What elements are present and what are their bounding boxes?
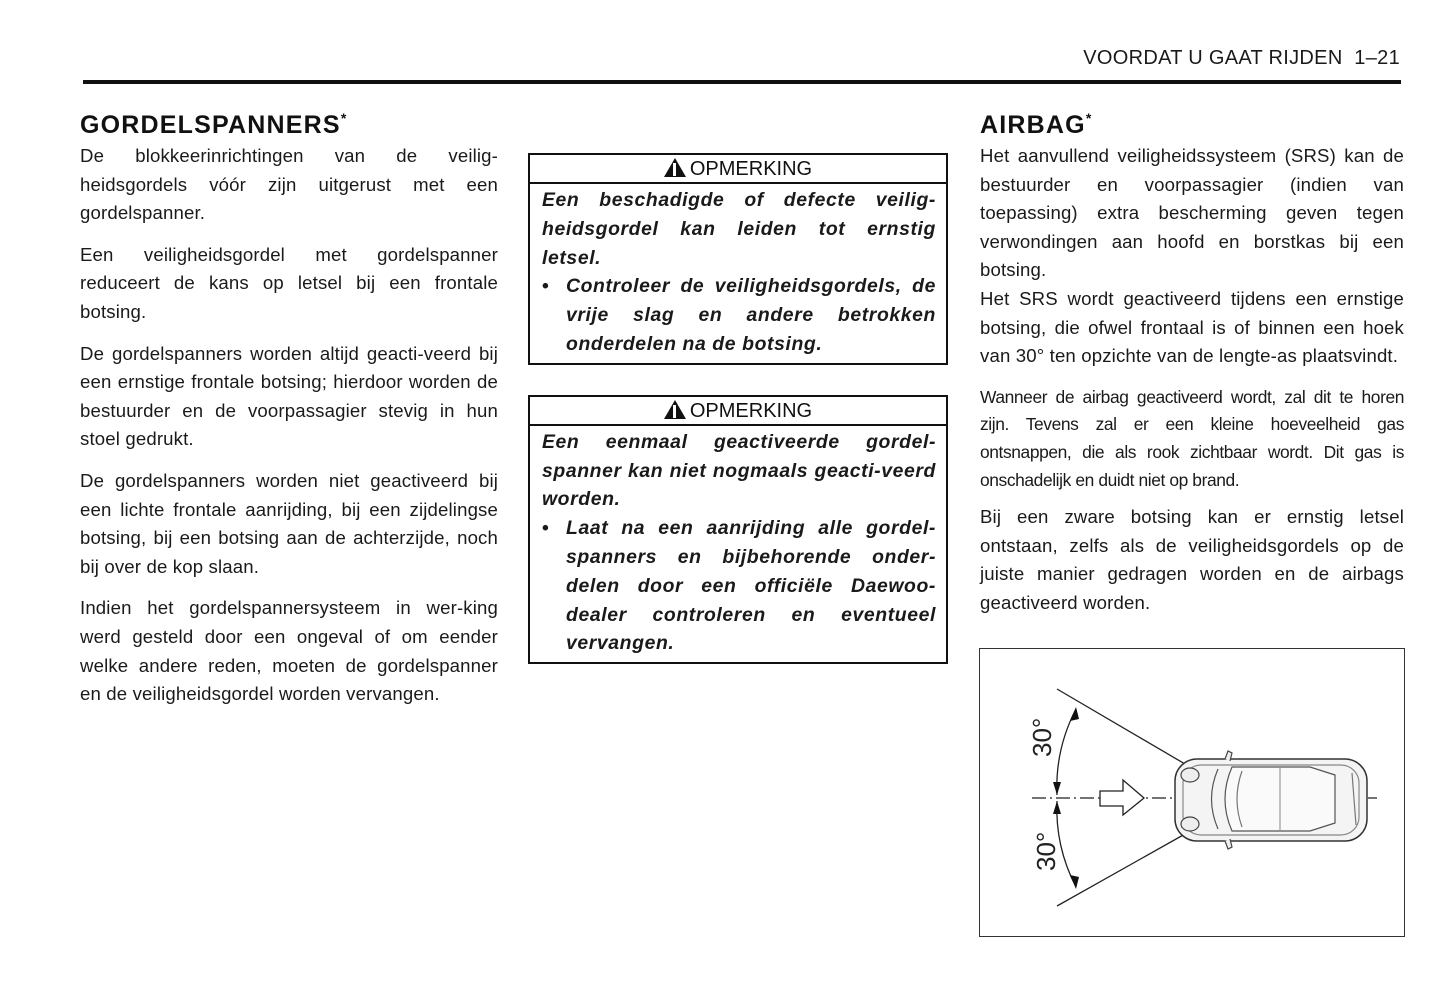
- section-heading: AIRBAG*: [980, 110, 1093, 139]
- notice-header: [530, 155, 946, 184]
- bullet-dot: •: [542, 275, 550, 298]
- paragraph: De gordelspanners worden altijd geacti-veerd bij een ernstige frontale botsing; hierdoor worden de bestuurder en de voorpassagier stevig in hun stoel gedrukt.: [80, 342, 498, 450]
- notice-text: Een beschadigde of defecte veilig-heidsgordel kan leiden tot ernstig letsel.: [542, 189, 936, 269]
- zone-boundary-upper: [1057, 689, 1185, 764]
- zone-boundary-lower: [1057, 834, 1185, 906]
- arrowhead: [1053, 782, 1061, 795]
- paragraph: De gordelspanners worden niet geactiveerd bij een lichte frontale aanrijding, bij een zijdelingse botsing, bij een botsing aan de achterzijde, noch bij over de kop slaan.: [80, 469, 498, 577]
- notice-box: [528, 395, 948, 664]
- section-heading: GORDELSPANNERS*: [80, 110, 348, 139]
- paragraph: Wanneer de airbag geactiveerd wordt, zal dit te horen zijn. Tevens zal er een kleine hoeveelheid gas ontsnappen, die als rook zichtbaar wordt. Dit gas is onschadelijk en duidt niet op brand.: [980, 386, 1404, 490]
- notice-title: OPMERKING: [689, 158, 813, 180]
- arrow-right-icon: [1100, 780, 1144, 815]
- running-title: VOORDAT U GAAT RIJDEN: [1083, 47, 1343, 69]
- notice-text: Een eenmaal geactiveerde gordel-spanner kan niet nogmaals geacti-veerd worden.: [542, 430, 936, 511]
- notice-bullet: [542, 272, 936, 358]
- page-number: 1–21: [1354, 47, 1400, 69]
- paragraph: Het SRS wordt geactiveerd tijdens een ernstige botsing, die ofwel frontaal is of binnen een hoek van 30° ten opzichte van de lengte-as plaatsvindt.: [980, 287, 1404, 367]
- impact-zone-figure: [979, 648, 1405, 937]
- paragraph: De blokkeerinrichtingen van de veilig-heidsgordels vóór zijn uitgerust met een gordelspanner.: [80, 145, 498, 224]
- notice-title: OPMERKING: [689, 399, 813, 422]
- notice-box: [528, 153, 948, 365]
- paragraph: Een veiligheidsgordel met gordelspanner reduceert de kans op letsel bij een frontale botsing.: [80, 243, 498, 322]
- angle-label-upper: 30°: [1027, 717, 1057, 757]
- arrowhead: [1053, 801, 1061, 814]
- warning-triangle-icon: [664, 400, 686, 419]
- section-gordelspanners: [80, 110, 498, 722]
- header-rule: [83, 80, 1401, 84]
- notice-body: [530, 426, 946, 662]
- paragraph: Bij een zware botsing kan er ernstig letsel ontstaan, zelfs als de veiligheidsgordels op de juiste manier gedragen worden en de airbags geactiveerd worden.: [980, 506, 1404, 613]
- section-airbag: [980, 110, 1404, 631]
- arrowhead: [1070, 707, 1079, 721]
- notice-bullet: [542, 514, 936, 658]
- running-head: [1083, 47, 1400, 70]
- car-top-view-icon: [1175, 751, 1367, 849]
- bullet-text: Laat na een aanrijding alle gordel-spanners en bijbehorende onder-delen door een officiële Daewoo-dealer controleren en eventueel vervangen.: [566, 517, 936, 655]
- impact-zone-diagram: [980, 649, 1404, 936]
- paragraph: Het aanvullend veiligheidssysteem (SRS) kan de bestuurder en voorpassagier (indien van toepassing) extra bescherming geven tegen verwondingen aan hoofd en borstkas bij een botsing.: [980, 145, 1404, 281]
- angle-label-lower: 30°: [1031, 831, 1061, 871]
- arrowhead: [1070, 875, 1079, 889]
- notice-body: [530, 184, 946, 363]
- warning-triangle-icon: [664, 158, 686, 177]
- bullet-dot: •: [542, 517, 550, 540]
- notice-header: [530, 397, 946, 426]
- bullet-text: Controleer de veiligheidsgordels, de vrije slag en andere betrokken onderdelen na de botsing.: [566, 275, 936, 355]
- notices-column: [528, 153, 948, 694]
- paragraph: Indien het gordelspannersysteem in wer-king werd gesteld door een ongeval of om eender welke andere reden, moeten de gordelspanner en de veiligheidsgordel worden vervangen.: [80, 597, 498, 705]
